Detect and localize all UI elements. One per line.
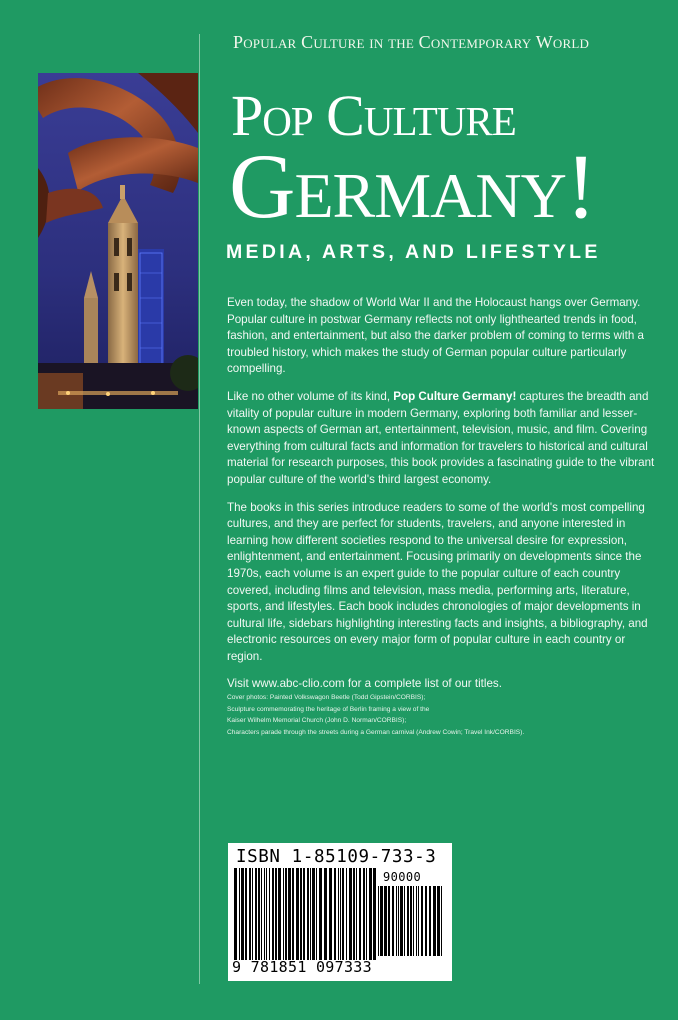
barcode-bar [303,868,305,960]
series-title: Popular Culture in the Contemporary World [233,32,590,52]
barcode-bar [349,868,352,960]
paragraph-2-start: Like no other volume of its kind, [227,389,394,403]
barcode-bar [356,868,357,960]
paragraph-4: Visit www.abc-clio.com for a complete list of our titles. [227,677,502,691]
barcode-bar [255,868,257,960]
barcode-bar [396,886,397,956]
barcode-bar [261,868,262,960]
barcode-bar [283,868,284,960]
credit-line: Sculpture commemorating the heritage of Berlin framing a view of the [227,705,430,713]
barcode-bar [346,868,347,960]
barcode-bar [425,886,427,956]
barcode-bar [369,868,372,960]
barcode-bar [241,868,244,960]
ean-digits: 9 781851 097333 [232,958,372,976]
barcode-bar [410,886,412,956]
subtitle: MEDIA, ARTS, AND LIFESTYLE [226,241,601,263]
barcode-bar [429,886,431,956]
barcode-bar [324,868,327,960]
barcode-bar [433,886,436,956]
barcode-bar [363,868,365,960]
barcode-bar [252,868,253,960]
barcode-bar [359,868,361,960]
barcode-bar [413,886,414,956]
barcode-bar [392,886,394,956]
barcode-bar [353,868,355,960]
credit-line: Cover photos: Painted Volkswagon Beetle (Todd Gipstein/CORBIS); [227,694,426,701]
barcode-bar [380,886,383,956]
barcode-bar [316,868,317,960]
barcode-bar [300,868,302,960]
barcode-bar [269,868,270,960]
barcode-bar [245,868,247,960]
barcode-bars-icon [234,868,376,960]
barcode-bar [272,868,274,960]
barcode-bar [384,886,387,956]
barcode-bar [285,868,287,960]
barcode-bar [275,868,277,960]
paragraph-2-rest: captures the breadth and vitality of popular culture in modern Germany, exploring both familiar and lesser-known aspects of German art, entertainment, television, music, and film. Covering everything from cultural facts and information for travelers to historical and cultural material for research purposes, this book provides a fascinating guide to the vibrant popular culture of the world's third largest economy. [227,389,655,486]
barcode-bar [249,868,251,960]
barcode-bar [278,868,281,960]
barcode-bar [418,886,419,956]
barcode-bar [292,868,294,960]
barcode-bar [404,886,405,956]
barcode-bar [398,886,399,956]
credit-line: Kaiser Wilhelm Memorial Church (John D. Norman/CORBIS); [227,717,407,725]
barcode-bar [338,868,339,960]
barcode-bar [312,868,315,960]
barcode-bar [234,868,237,960]
description-text [227,295,663,704]
paragraph-2 [227,389,663,489]
paragraph-3: The books in this series introduce readers to some of the world's most compelling cultures, and they are perfect for students, travelers, and anyone interested in learning how different societies respond to the universal desire for expression, enlightenment, and entertainment. Focusing primarily on developments since the 1970s, each volume is an expert guide to the popular culture of each country covered, including films and television, mass media, performing arts, literature, sports, and lifestyles. Each book includes chronologies of major developments in cultural life, sidebars highlighting interesting facts and insights, a bibliography, and electronic resources on every major form of popular culture in each country or region. [227,500,648,663]
barcode-bar [373,868,376,960]
cover-photo [38,73,198,409]
barcode-bar [366,868,367,960]
barcode-bar [258,868,260,960]
barcode-bar [437,886,440,956]
addon-barcode-bars-icon [378,886,444,956]
isbn-number: ISBN 1-85109-733-3 [236,847,437,867]
vertical-divider-line [199,34,200,984]
barcode-bar [407,886,409,956]
barcode-bar [441,886,442,956]
barcode-bar [400,886,403,956]
paragraph-1: Even today, the shadow of World War II and the Holocaust hangs over Germany. Popular culture in postwar Germany reflects not only lighthearted trends in food, fashion, and entertainment, but also the darker problem of coming to terms with a troubled history, which makes the study of German popular culture particularly compelling. [227,296,644,376]
barcode-bar [296,868,299,960]
barcode-bar [421,886,423,956]
barcode-bar [388,886,390,956]
barcode-bar [307,868,309,960]
book-title-inline: Pop Culture Germany! [393,389,517,403]
cover-photo-illustration [38,73,198,409]
barcode-bar [329,868,332,960]
credit-line: Characters parade through the streets during a German carnival (Andrew Cowin; Travel Ink/CORBIS). [227,728,525,736]
barcode-bar [264,868,265,960]
barcode-bar [288,868,291,960]
barcode-bar [239,868,240,960]
barcode-bar [319,868,322,960]
photo-credits [227,692,667,738]
barcode-bar [378,886,379,956]
barcode-bar [340,868,341,960]
barcode-bar [266,868,267,960]
barcode-bar [334,868,336,960]
barcode-bar [416,886,417,956]
title-line-2: Germany! [229,135,596,237]
barcode-bar [310,868,311,960]
price-code: 90000 [383,870,422,884]
barcode-bar [342,868,344,960]
barcode-box [228,843,452,981]
title-line-1: Pop Culture [231,83,516,148]
